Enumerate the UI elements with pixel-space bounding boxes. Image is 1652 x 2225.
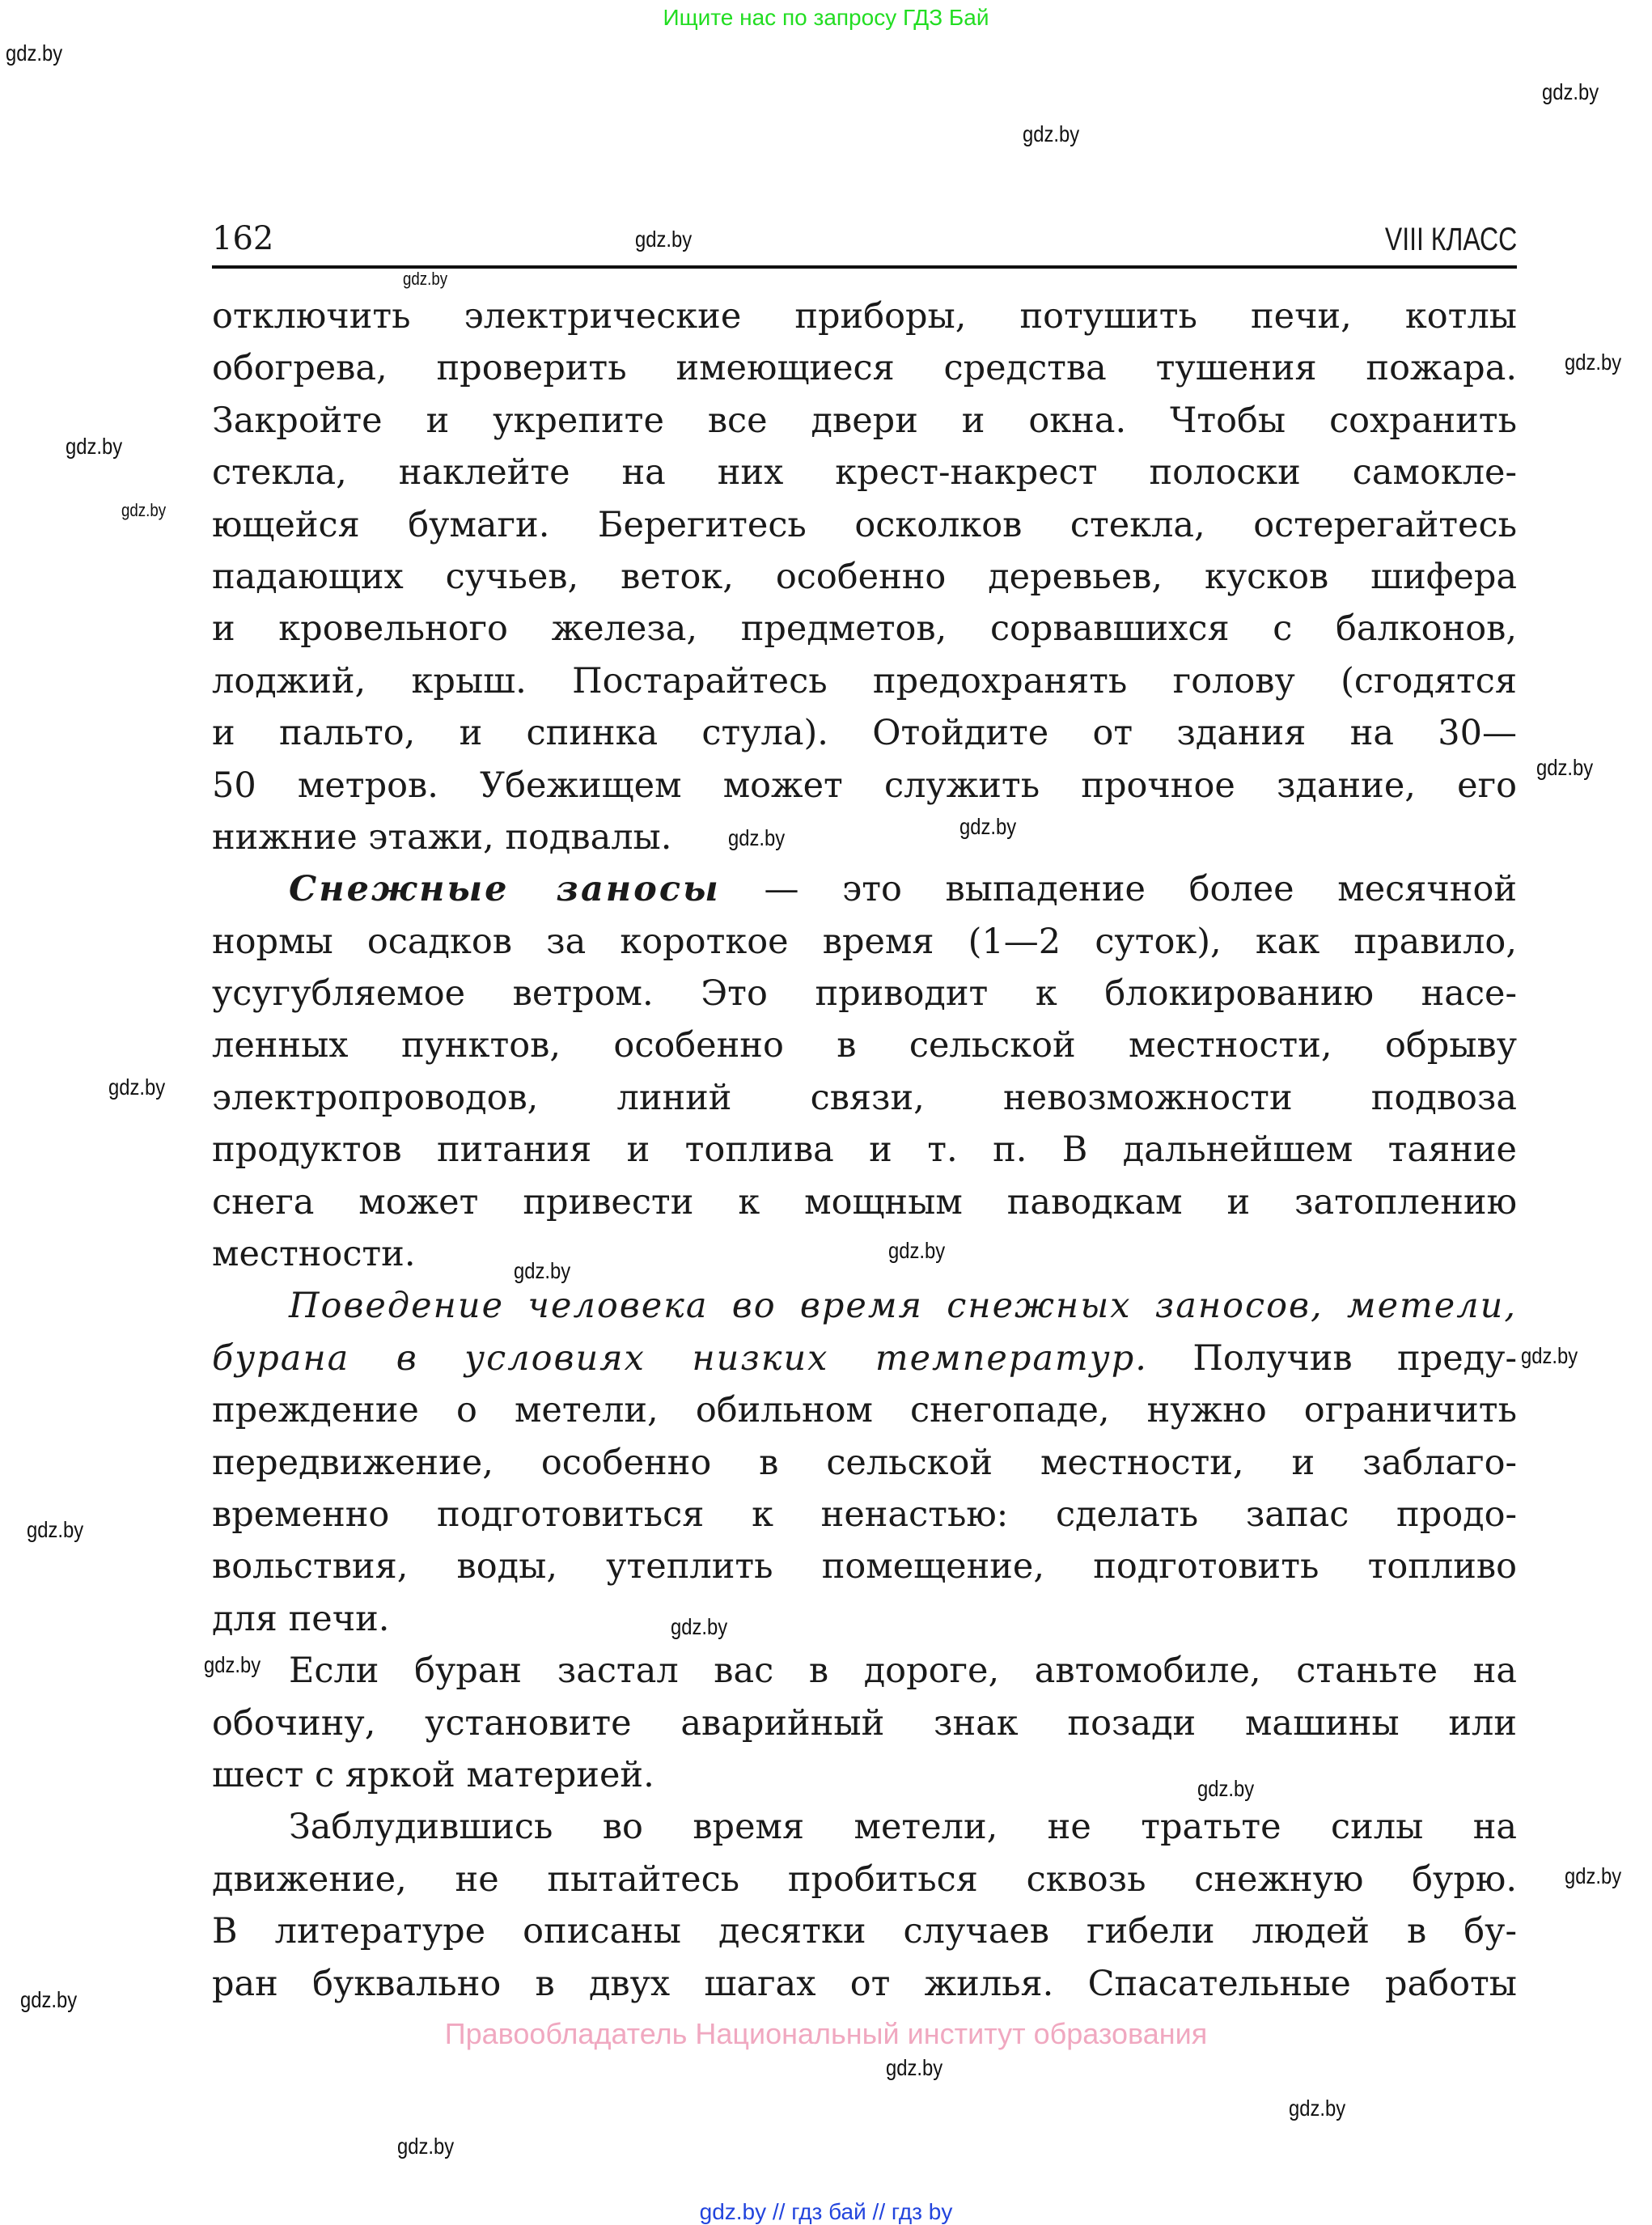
subheading-span: бурана в условиях низких температур. [212, 1337, 1148, 1379]
text-line: лоджий, крыш. Постарайтесь предохранять голову (сгодятся [212, 660, 1517, 701]
text-line: движение, не пытайтесь пробиться сквозь снежную бурю. [212, 1858, 1517, 1900]
text-line: электропроводов, линий связи, невозможности подвоза [212, 1077, 1517, 1118]
text-line: ран буквально в двух шагах от жилья. Спасательные работы [212, 1963, 1517, 2004]
text-line: Закройте и укрепите все двери и окна. Чтобы сохранить [212, 400, 1517, 441]
text-span: — это выпадение более месячной [720, 869, 1518, 910]
text-line: нормы осадков за короткое время (1—2 суток), как правило, [212, 921, 1517, 962]
text-line: усугубляемое ветром. Это приводит к блокированию насе- [212, 973, 1517, 1015]
text-line: падающих сучьев, веток, особенно деревьев, кусков шифера [212, 556, 1517, 597]
watermark: gdz.by [6, 40, 63, 66]
text-line: нижние этажи, подвалы. [212, 816, 672, 858]
watermark: gdz.by [20, 1987, 78, 2012]
text-line: для печи. [212, 1598, 390, 1639]
watermark: gdz.by [514, 1258, 571, 1283]
watermark: gdz.by [1565, 350, 1622, 375]
text-line: ленных пунктов, особенно в сельской местности, обрыву [212, 1025, 1517, 1066]
text-line: 50 метров. Убежищем может служить прочное здание, его [212, 765, 1517, 806]
text-line: и пальто, и спинка стула). Отойдите от здания на 30— [212, 713, 1517, 754]
watermark: gdz.by [1536, 755, 1594, 780]
watermark: gdz.by [108, 1074, 166, 1100]
text-line: местности. [212, 1234, 416, 1275]
text-line [212, 1333, 1517, 1384]
subheading-line: Поведение человека во время снежных заносов, метели, [289, 1286, 1517, 1327]
text-line: передвижение, особенно в сельской местности, и заблаго- [212, 1442, 1517, 1483]
watermark: gdz.by [1023, 121, 1080, 146]
text-line: Заблудившись во время метели, не тратьте силы на [289, 1807, 1517, 1848]
text-line: вольствия, воды, утеплить помещение, подготовить топливо [212, 1546, 1517, 1587]
text-line: отключить электрические приборы, потушить печи, котлы [212, 296, 1517, 337]
text-line: и кровельного железа, предметов, сорвавшихся с балконов, [212, 608, 1517, 650]
text-line: продуктов питания и топлива и т. п. В дальнейшем таяние [212, 1129, 1517, 1171]
text-line: снега может привести к мощным паводкам и затоплению [212, 1181, 1517, 1223]
text-line: шест с яркой материей. [212, 1754, 654, 1795]
watermark: gdz.by [1521, 1343, 1578, 1368]
footer-links[interactable]: gdz.by // гдз бай // гдз by [699, 2199, 953, 2224]
page-number: 162 [212, 220, 274, 257]
watermark: gdz.by [66, 434, 123, 459]
watermark: gdz.by [1542, 79, 1599, 104]
watermark: gdz.by [959, 814, 1017, 839]
text-line: В литературе описаны десятки случаев гибели людей в бу- [212, 1911, 1517, 1952]
watermark: gdz.by [1289, 2096, 1346, 2121]
text-line: преждение о метели, обильном снегопаде, нужно ограничить [212, 1390, 1517, 1431]
watermark: gdz.by [204, 1652, 261, 1677]
watermark: gdz.by [27, 1517, 84, 1542]
text-line: стекла, наклейте на них крест-накрест полоски самокле- [212, 452, 1517, 494]
page-body [212, 290, 1517, 2010]
text-line: Если буран застал вас в дороге, автомобиле, станьте на [289, 1651, 1517, 1692]
watermark: gdz.by [121, 500, 167, 520]
text-line: ющейся бумаги. Берегитесь осколков стекла, остерегайтесь [212, 504, 1517, 545]
watermark: gdz.by [671, 1614, 728, 1639]
watermark: gdz.by [635, 227, 693, 252]
watermark: gdz.by [888, 1238, 946, 1263]
watermark: gdz.by [397, 2134, 455, 2159]
watermark: gdz.by [886, 2055, 943, 2080]
copyright-notice: Правообладатель Национальный институт образования [444, 2017, 1208, 2050]
watermark: gdz.by [728, 825, 786, 850]
text-line: обочину, установите аварийный знак позади машины или [212, 1702, 1517, 1744]
watermark: gdz.by [1565, 1863, 1622, 1888]
watermark: gdz.by [1197, 1776, 1255, 1801]
text-line [212, 863, 1517, 915]
search-promo-banner[interactable]: Ищите нас по запросу ГДЗ Бай [663, 5, 989, 30]
text-line: обогрева, проверить имеющиеся средства тушения пожара. [212, 348, 1517, 389]
watermark: gdz.by [403, 269, 448, 289]
text-line: временно подготовиться к ненастью: сделать запас продо- [212, 1494, 1517, 1535]
text-span: Получив преду- [1147, 1337, 1517, 1379]
term-snow-drifts: Снежные заносы [289, 869, 721, 910]
section-title: VIII КЛАСС [1384, 222, 1517, 257]
